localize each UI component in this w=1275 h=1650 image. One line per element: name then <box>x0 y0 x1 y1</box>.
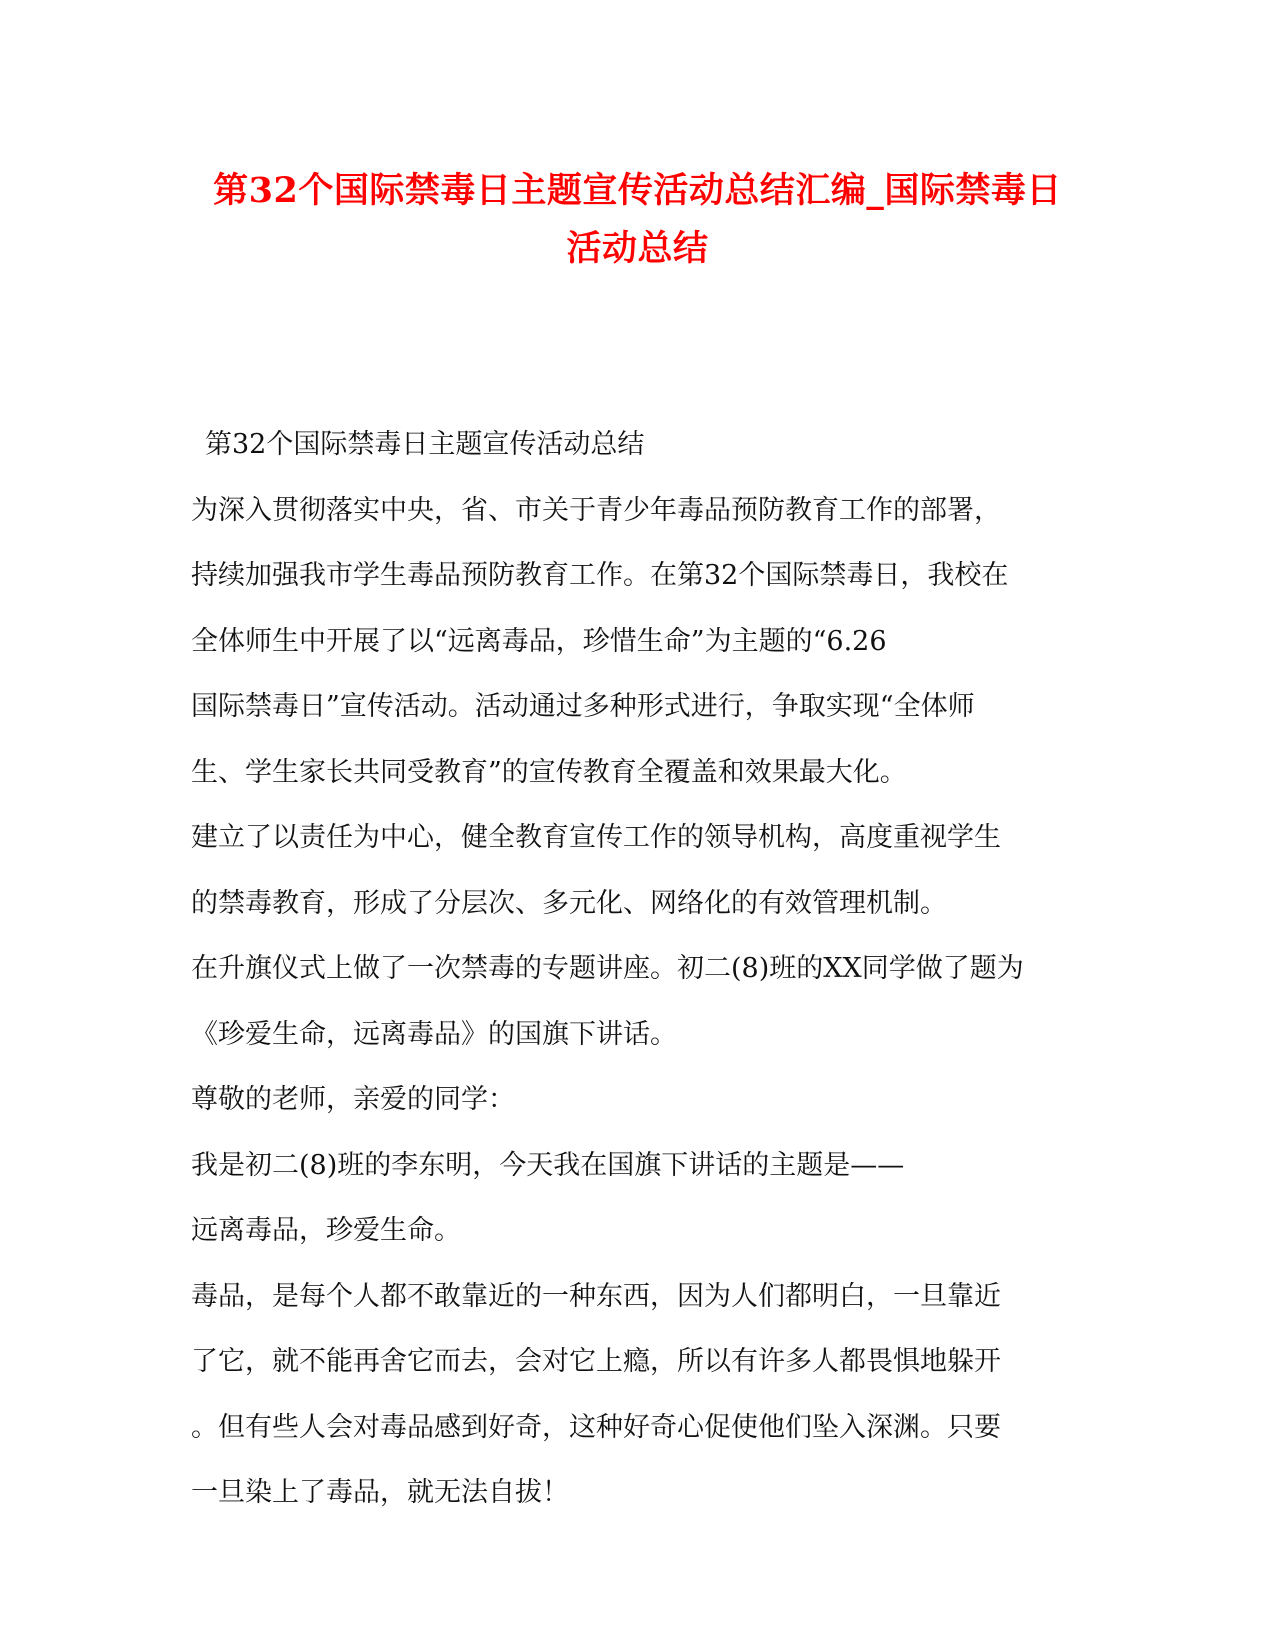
text-line: 在升旗仪式上做了一次禁毒的专题讲座。初二(8)班的XX同学做了题为 <box>191 953 1024 984</box>
text-line: 远离毒品，珍爱生命。 <box>191 1215 461 1246</box>
text-line: 一旦染上了毒品，就无法自拔！ <box>191 1477 569 1508</box>
text-line: 生、学生家长共同受教育”的宣传教育全覆盖和效果最大化。 <box>191 756 907 788</box>
text-line: 全体师生中开展了以“远离毒品，珍惜生命”为主题的“6.26 <box>191 625 887 657</box>
title-line-2: 活动总结 <box>566 228 709 269</box>
document-title <box>170 162 1105 278</box>
text-line: 为深入贯彻落实中央，省、市关于青少年毒品预防教育工作的部署， <box>191 494 1001 526</box>
text-line: 国际禁毒日”宣传活动。活动通过多种形式进行，争取实现“全体师 <box>191 691 975 722</box>
text-line: 我是初二(8)班的李东明，今天我在国旗下讲话的主题是—— <box>191 1149 905 1181</box>
text-line: 《珍爱生命，远离毒品》的国旗下讲话。 <box>191 1018 677 1050</box>
text-line: 毒品，是每个人都不敢靠近的一种东西，因为人们都明白，一旦靠近 <box>191 1280 1001 1312</box>
text-line: 的禁毒教育，形成了分层次、多元化、网络化的有效管理机制。 <box>191 887 947 919</box>
section-heading: 第32个国际禁毒日主题宣传活动总结 <box>205 429 645 460</box>
text-line: 。但有些人会对毒品感到好奇，这种好奇心促使他们坠入深渊。只要 <box>191 1411 1001 1443</box>
text-line: 了它，就不能再舍它而去，会对它上瘾，所以有许多人都畏惧地躲开 <box>191 1346 1001 1377</box>
title-line-1: 第32个国际禁毒日主题宣传活动总结汇编_国际禁毒日 <box>213 170 1062 211</box>
text-line: 持续加强我市学生毒品预防教育工作。在第32个国际禁毒日，我校在 <box>191 560 1009 591</box>
document-body <box>191 412 1091 1526</box>
text-line: 尊敬的老师，亲爱的同学： <box>191 1084 515 1115</box>
text-line: 建立了以责任为中心，健全教育宣传工作的领导机构，高度重视学生 <box>191 822 1001 853</box>
